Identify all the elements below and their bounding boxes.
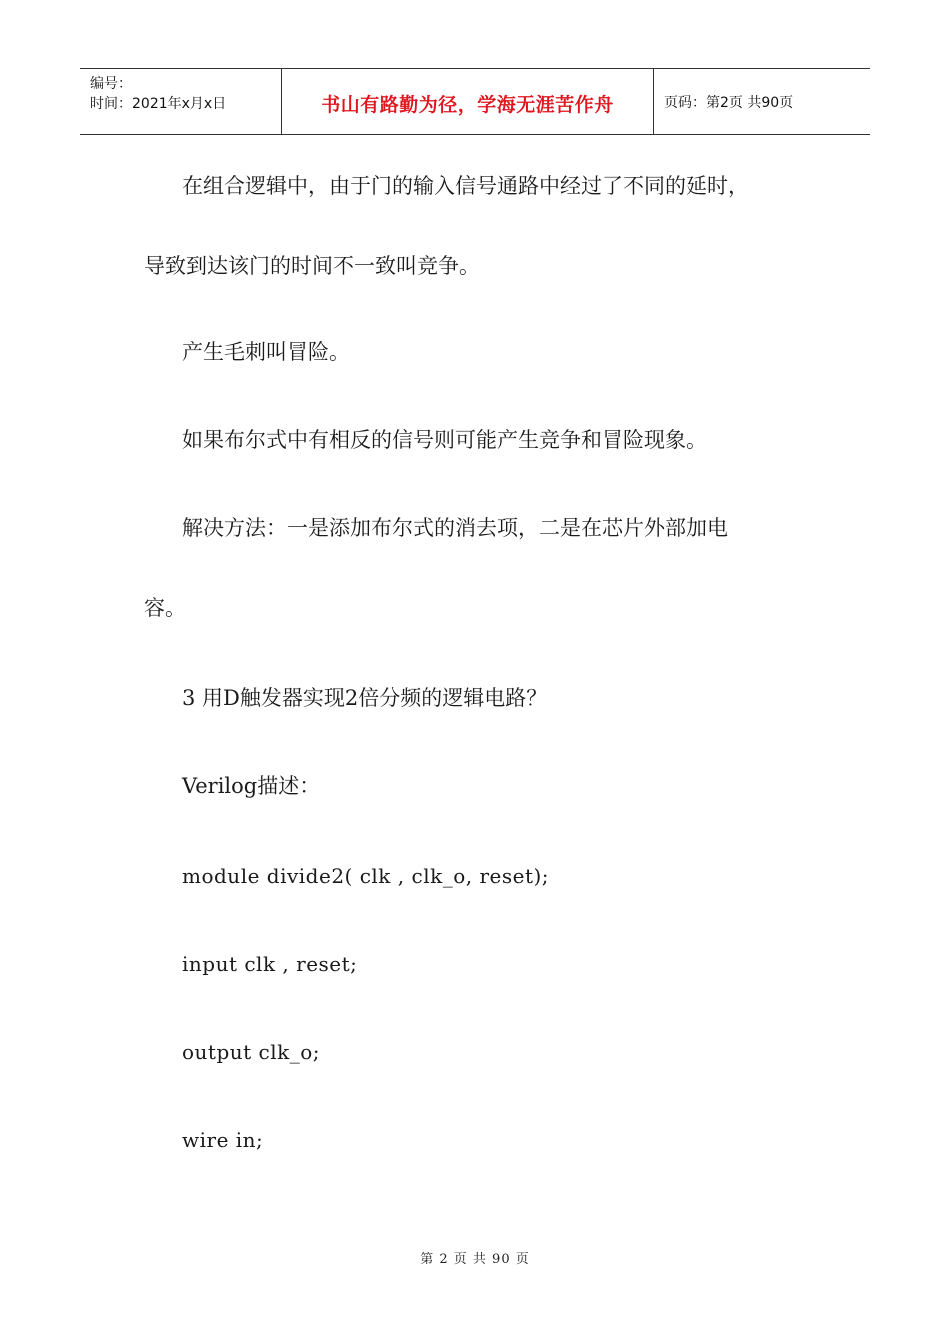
paragraph-boolean-condition: 如果布尔式中有相反的信号则可能产生竞争和冒险现象。 — [182, 428, 707, 452]
header-motto-cell — [282, 69, 654, 134]
header-motto: 书山有路勤为径，学海无涯苦作舟 — [321, 94, 614, 116]
paragraph-solution-cont: 容。 — [144, 596, 186, 620]
question-heading: 3 用D触发器实现2倍分频的逻辑电路？ — [182, 686, 548, 710]
document-number-label: 编号： — [90, 76, 132, 92]
code-line-output: output clk_o; — [182, 1040, 321, 1064]
paragraph-solution: 解决方法：一是添加布尔式的消去项，二是在芯片外部加电 — [182, 516, 728, 540]
paragraph-hazard: 产生毛刺叫冒险。 — [182, 340, 350, 364]
header-page-info: 页码：第2页 共90页 — [664, 94, 794, 111]
code-line-input: input clk , reset; — [182, 952, 358, 976]
header-meta-cell — [80, 69, 282, 134]
paragraph-race-definition: 在组合逻辑中，由于门的输入信号通路中经过了不同的延时， — [182, 174, 749, 198]
paragraph-race-definition-cont: 导致到达该门的时间不一致叫竞争。 — [144, 254, 480, 278]
code-line-module: module divide2( clk , clk_o, reset); — [182, 864, 550, 888]
header-page-cell — [654, 69, 870, 134]
page-header — [80, 68, 870, 135]
page-footer: 第 2 页 共 90 页 — [420, 1252, 530, 1267]
verilog-description-label: Verilog描述： — [182, 774, 321, 798]
document-date: 时间：2021年x月x日 — [90, 96, 227, 112]
code-line-wire: wire in; — [182, 1128, 264, 1152]
